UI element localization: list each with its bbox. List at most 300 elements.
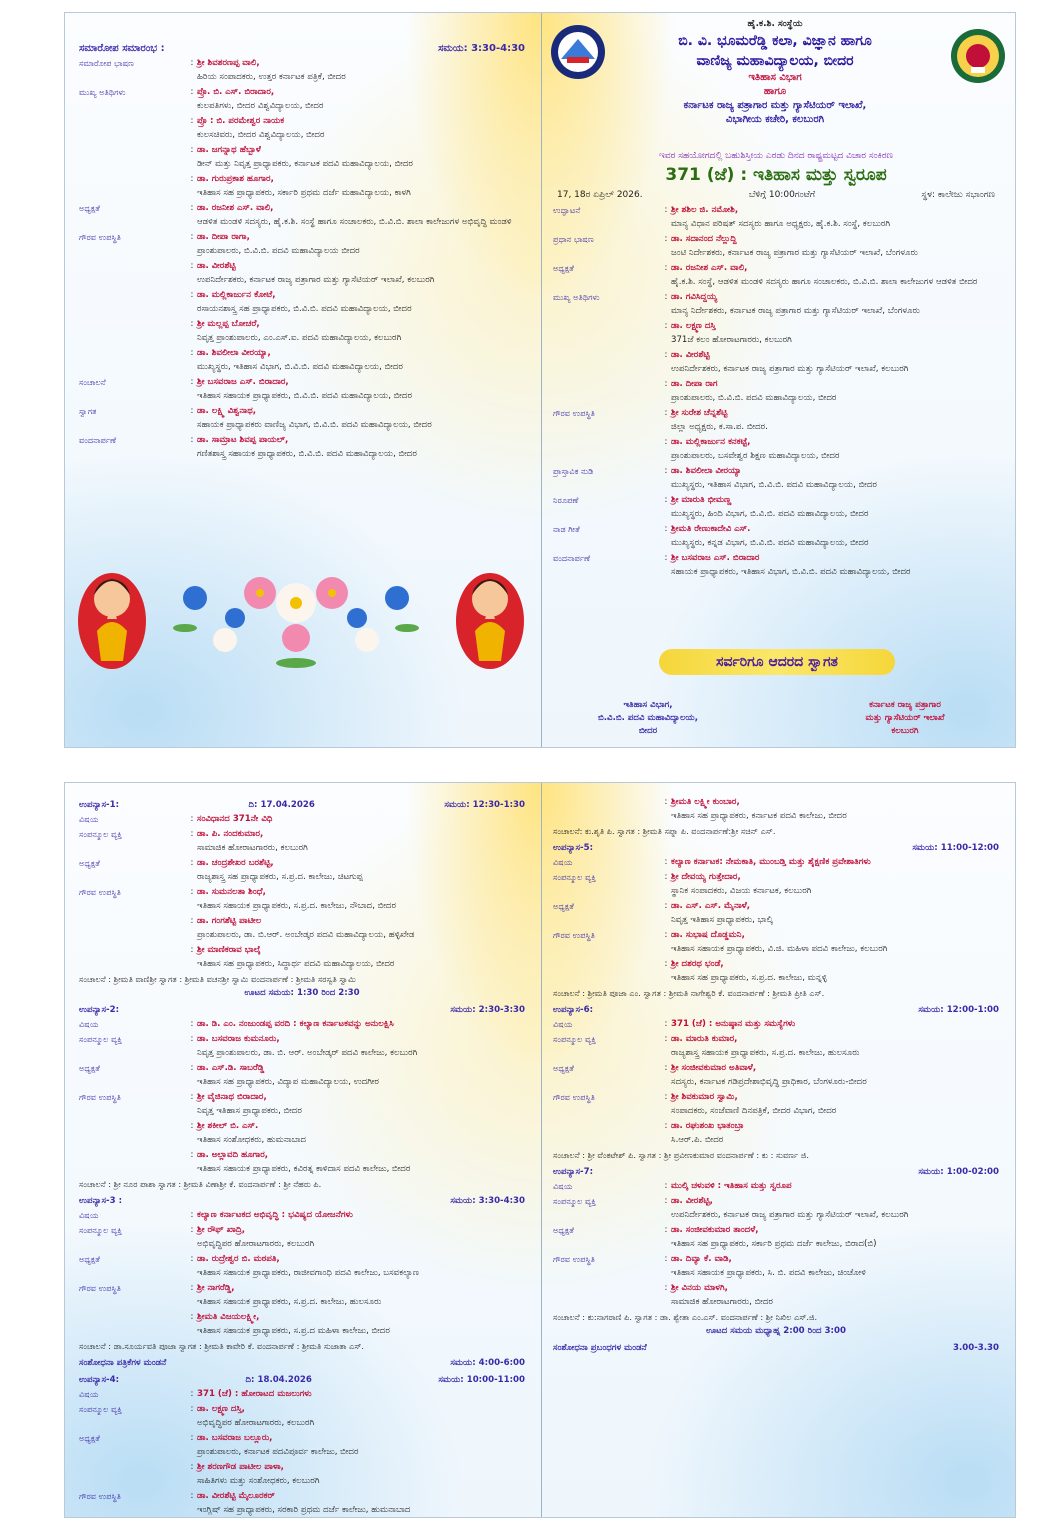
person-name: ಡಾ. ರಜನೀಶ ಎಸ್. ವಾಲಿ, (671, 263, 748, 273)
program-row (79, 1252, 525, 1280)
row-value (197, 1431, 525, 1459)
role-label: ಅಧ್ಯಕ್ಷತೆ (79, 203, 100, 213)
row-value (197, 856, 525, 884)
row-value (671, 928, 999, 956)
colon: : (664, 1034, 668, 1044)
row-value (671, 377, 999, 405)
role-label (79, 172, 187, 200)
row-value (671, 522, 999, 550)
person-designation: ಮುಖ್ಯಸ್ಥರು, ಹಿಂದಿ ವಿಭಾಗ, ಬಿ.ವಿ.ಬಿ. ಪದವಿ ಮಹಾವಿದ್ಯಾಲಯ, ಬೀದರ (671, 509, 869, 519)
person-designation: ಪ್ರಾಂಶುಪಾಲರು, ಬಿ.ವಿ.ಬಿ. ಪದವಿ ಮಹಾವಿದ್ಯಾಲಯ, ಬೀದರ (671, 393, 837, 403)
session-footer (553, 1148, 999, 1162)
person-designation: ಸಿ.ಆರ್.ಪಿ. ಬೀದರ (671, 1135, 724, 1145)
person-name: ಶ್ರೀಮತಿ ರೇಣುಕಾದೇವಿ ಎಸ್. (671, 524, 751, 534)
colon: : (190, 1210, 194, 1220)
session-footer (553, 986, 999, 1000)
department-name: ಇತಿಹಾಸ ವಿಭಾಗ (748, 72, 802, 83)
person-name: ಡಾ. ಸಾಮ್ರಾಟ ಶಿವಪ್ಪ ಪಾಯಲ್, (197, 435, 289, 445)
row-value (197, 1310, 525, 1338)
college-name-line1: ಬಿ. ವಿ. ಭೂಮರೆಡ್ಡಿ ಕಲಾ, ವಿಜ್ಞಾನ ಹಾಗೂ (678, 33, 872, 49)
namaste-girl-right-icon (455, 561, 525, 671)
role-label: ಗೌರವ ಉಪಸ್ಥಿತಿ (553, 1254, 596, 1264)
program-row (79, 856, 525, 884)
colon: : (664, 1019, 668, 1029)
person-designation: ಸಂಪಾದಕರು, ಸಂಜೆವಾಣಿ ದಿನಪತ್ರಿಕೆ, ಬೀದರ ವಿಭಾಗ, ಬೀದರ (671, 1106, 837, 1116)
row-value (197, 1387, 525, 1401)
fold-line (541, 783, 542, 1517)
row-value (671, 1179, 999, 1193)
colon: : (664, 553, 668, 563)
session-heading (553, 1003, 999, 1017)
conjunction: ಹಾಗೂ (763, 86, 787, 97)
row-value (671, 957, 999, 985)
person-name: ಡಾ. ಗಂಗಶೆಟ್ಟಿ ಪಾಟೀಲ (197, 916, 262, 926)
person-designation: ಇತಿಹಾಸ ಸಹಾಯಕ ಪ್ರಾಧ್ಯಾಪಕರು, ಕವಿರತ್ನ ಕಾಳಿದಾಸ ಪದವಿ ಕಾಲೇಜು, ಬೀದರ (197, 1164, 411, 1174)
person-designation: ರಾಜ್ಯಶಾಸ್ತ್ರ ಸಹಾಯಕ ಪ್ರಾಧ್ಯಾಪಕರು, ಸ.ಪ್ರ.ದ. ಕಾಲೇಜು, ಹುಲಸೂರು (671, 1048, 860, 1058)
program-row (79, 1090, 525, 1118)
row-value (197, 827, 525, 855)
program-row (553, 1194, 999, 1222)
person-name: ಸಂವಿಧಾನದ 371ನೇ ವಿಧಿ (197, 814, 273, 824)
role-label: ಪ್ರಾಸ್ತಾವಿಕ ನುಡಿ (553, 466, 594, 476)
person-designation: ಪ್ರಾಂಶುಪಾಲರು, ಡಾ. ಬಿ.ಆರ್. ಅಂಬೇಡ್ಕರ ಪದವಿ ಮಹಾವಿದ್ಯಾಲಯ, ಹಳ್ಳಿಖೇಡ (197, 930, 415, 940)
role-label: ನಿರೂಪಣೆ (553, 495, 579, 505)
row-value (197, 433, 525, 461)
row-value (671, 1032, 999, 1060)
program-row (79, 56, 525, 84)
program-row (553, 1090, 999, 1118)
person-name: ಡಾ. ಶಿವಲೀಲಾ ವೀರಯ್ಯಾ, (197, 348, 271, 358)
program-row (79, 812, 525, 826)
program-row (553, 203, 999, 231)
colon: : (664, 437, 668, 447)
role-label: ಗೌರವ ಉಪಸ್ಥಿತಿ (553, 930, 596, 940)
program-row (553, 899, 999, 927)
role-label (79, 346, 187, 374)
colon: : (190, 1312, 194, 1322)
role-label: ಅಧ್ಯಕ್ಷತೆ (79, 1254, 100, 1264)
program-row (553, 1119, 999, 1147)
role-label: ಅಧ್ಯಕ್ಷತೆ (79, 858, 100, 868)
society-name: ಹೈ.ಕ.ಶಿ. ಸಂಸ್ಥೆಯ (747, 19, 803, 29)
person-designation: ಸಾಹಿತಿಗಳು ಮತ್ತು ಸಂಶೋಧಕರು, ಕಲಬುರಗಿ (197, 1476, 320, 1486)
row-value (671, 406, 999, 434)
program-row (79, 1402, 525, 1430)
person-name: ಡಾ. ವೀರಶೆಟ್ಟಿ, (671, 1196, 713, 1206)
program-row (79, 1387, 525, 1401)
row-value (197, 1032, 525, 1060)
session-number: ಉಪನ್ಯಾಸ-7: (553, 1167, 594, 1177)
session-footer-text: ಸಂಚಾಲನೆ : ಕು:ನಾಗರಾಣಿ ಪಿ. ಸ್ವಾಗತ : ಡಾ. ಶ್ವೇತಾ ಎಂ.ಎಸ್. ವಂದನಾರ್ಪಣೆ : ಶ್ರೀ ನಿಖಿಲ ಎಸ್.ಜಿ. (553, 1312, 818, 1322)
person-designation: ಸಾಮಾಜಿಕ ಹೋರಾಟಗಾರರು, ಕಲಬುರಗಿ (197, 843, 308, 853)
session-heading (79, 1373, 525, 1387)
person-designation: ನಿವೃತ್ತ ಪ್ರಾಂಶುಪಾಲರು, ಡಾ. ಬಿ. ಆರ್. ಅಂಬೇಡ್ಕರ್ ಪದವಿ ಕಾಲೇಜು, ಕಲಬುರಗಿ (197, 1048, 418, 1058)
row-value (197, 201, 525, 229)
program-row (553, 855, 999, 869)
person-designation: ಇತಿಹಾಸ ಸಹಾಯಕ ಪ್ರಾಧ್ಯಾಪಕರು, ಸ.ಪ್ರ.ದ ಮಹಿಳಾ ಕಾಲೇಜು, ಬೀದರ (197, 1326, 390, 1336)
row-value (671, 232, 999, 260)
invitation-header (605, 17, 945, 127)
program-row (79, 230, 525, 258)
person-name: ಶ್ರೀ ಶಿವಶರಣಪ್ಪ ವಾಲಿ, (197, 58, 260, 68)
role-label: ಅಧ್ಯಕ್ಷತೆ (553, 1063, 574, 1073)
lunch-break: ಊಟದ ಸಮಯ ಮಧ್ಯಾಹ್ನ 2:00 ರಿಂದ 3:00 (706, 1326, 846, 1336)
row-value (197, 85, 525, 113)
session-time: ಸಮಯ: 3:30-4:30 (450, 1196, 525, 1206)
program-row (553, 261, 999, 289)
role-label (553, 1281, 661, 1309)
row-value (671, 1119, 999, 1147)
colon: : (190, 319, 194, 329)
colon: : (190, 858, 194, 868)
session-number: ಉಪನ್ಯಾಸ-4: (79, 1375, 120, 1385)
program-row (553, 957, 999, 985)
role-label: ವಿಷಯ (79, 1019, 99, 1029)
role-label: ಗೌರವ ಉಪಸ್ಥಿತಿ (553, 408, 596, 418)
program-row (553, 1032, 999, 1060)
person-designation: ಜಿಲ್ಲಾ ಅಧ್ಯಕ್ಷರು, ಕ.ಸಾ.ಪ. ಬೀದರ. (671, 422, 768, 432)
footer-right (815, 699, 995, 738)
sessions-left-column (79, 795, 525, 1518)
person-name: ಡಾ. ಚಂದ್ರಶೇಖರ ಬರಶೆಟ್ಟಿ, (197, 858, 274, 868)
person-name: ಶ್ರೀ ಶಕೀಲ್ ಬಿ. ಎಸ್. (197, 1121, 259, 1131)
colon: : (190, 1404, 194, 1414)
role-label (553, 348, 661, 376)
role-label: ಮುಖ್ಯ ಅತಿಥಿಗಳು (79, 87, 126, 97)
fold-line (541, 13, 542, 747)
seminar-date: 17, 18ರ ಏಪ್ರಿಲ್ 2026. (557, 190, 643, 200)
seminar-subtitle: ಇವರ ಸಹಯೋಗದಲ್ಲಿ ಬಹುಶಿಸ್ತೀಯ ಎರಡು ದಿನದ ರಾಷ್ಟ್ರಮಟ್ಟದ ವಿಚಾರ ಸಂಕಿರಣ (658, 151, 894, 161)
person-name: ಡಾ. ಎಸ್. ಎಸ್. ಮೈನಾಳೆ, (671, 901, 751, 911)
session-heading (553, 841, 999, 855)
colon: : (190, 1433, 194, 1443)
program-row (79, 375, 525, 403)
colon: : (664, 1254, 668, 1264)
person-name: ಶ್ರೀ ಶಶಿಲ ಜಿ. ನಮೋಶಿ, (671, 205, 739, 215)
person-designation: ಸಾಮಾಜಿಕ ಹೋರಾಟಗಾರರು, ಬೀದರ (671, 1297, 773, 1307)
role-label (79, 317, 187, 345)
person-name: ಶ್ರೀ ಮಾರುತಿ ಭೀಮಣ್ಣ (671, 495, 732, 505)
person-name: ಪ್ರೊ : ಬಿ. ಪರಮೇಶ್ವರ ನಾಯಕ (197, 116, 285, 126)
person-name: ಶ್ರೀ ಸಂಜೀವಕುಮಾರ ಅತಿವಾಳೆ, (671, 1063, 757, 1073)
person-designation: ಹಿರಿಯ ಸಂಪಾದಕರು, ಉತ್ತರ ಕರ್ನಾಟಕ ಪತ್ರಿಕೆ, ಬೀದರ (197, 72, 346, 82)
colon: : (190, 232, 194, 242)
person-designation: ಇತಿಹಾಸ ಸಹ ಪ್ರಾಧ್ಯಾಪಕರು, ಕರ್ನಾಟಕ ಪದವಿ ಕಾಲೇಜು, ಬೀದರ (671, 811, 847, 821)
person-designation: ಪ್ರಾಂಶುಪಾಲರು, ಬಿ.ವಿ.ಬಿ. ಪದವಿ ಮಹಾವಿದ್ಯಾಲಯ ಬೀದರ (197, 246, 360, 256)
role-label: ಗೌರವ ಉಪಸ್ಥಿತಿ (553, 1092, 596, 1102)
row-value (671, 870, 999, 898)
row-value (671, 1017, 999, 1031)
role-label: ಸಮಾರೋಪ ಭಾಷಣ (79, 58, 134, 68)
valedictory-section (79, 39, 525, 462)
program-row (553, 464, 999, 492)
row-value (197, 1148, 525, 1176)
row-value (671, 435, 999, 463)
session-footer-text: ಸಂಚಾಲನೆ : ಶ್ರೀಮತಿ ವಾಣಿಶ್ರೀ ಸ್ವಾಗತ : ಶ್ರೀಮತಿ ವಚನಶ್ರೀ ಸ್ವಾಮಿ ವಂದನಾರ್ಪಣೆ : ಶ್ರೀಮತಿ ಸರಸ್ವತಿ ಸ್ವಾಮಿ (79, 974, 356, 984)
session-footer (79, 1177, 525, 1191)
session-footer-text: ಸಂಚಾಲನೆ: ಕು.ಶೃತಿ ಪಿ. ಸ್ವಾಗತ : ಶ್ರೀಮತಿ ಸಪ್ನಾ ಪಿ. ವಂದನಾರ್ಪಣೆ:ಶ್ರೀ ಸಚಿನ್ ಎಸ್. (553, 826, 776, 836)
person-name: 371 (ಜೆ) : ಹೋರಾಟದ ಮಜಲುಗಳು (197, 1389, 312, 1399)
person-designation: ಮುಖ್ಯಸ್ಥರು, ಇತಿಹಾಸ ವಿಭಾಗ, ಬಿ.ವಿ.ಬಿ. ಪದವಿ ಮಹಾವಿದ್ಯಾಲಯ, ಬೀದರ (197, 362, 403, 372)
person-name: ಡಾ. ದಿವ್ಯಾ ಕೆ. ವಾಡಿ, (671, 1254, 732, 1264)
row-value (671, 203, 999, 231)
person-designation: ಕುಲಸಚಿವರು, ಬೀದರ ವಿಶ್ವವಿದ್ಯಾಲಯ, ಬೀದರ (197, 130, 325, 140)
footer-right-line: ಕರ್ನಾಟಕ ರಾಜ್ಯ ಪತ್ರಾಗಾರ (869, 700, 941, 710)
row-value (197, 1223, 525, 1251)
program-row (553, 406, 999, 434)
colon: : (664, 524, 668, 534)
role-label: ಮುಖ್ಯ ಅತಿಥಿಗಳು (553, 292, 600, 302)
person-name: ಡಾ. ಗವಿಸಿದ್ದಯ್ಯ (671, 292, 718, 302)
person-name: ಶ್ರೀ ಬಸವರಾಜ ಎಸ್. ಬಿರಾದಾರ, (197, 377, 289, 387)
person-designation: ಗಣಿತಶಾಸ್ತ್ರ ಸಹಾಯಕ ಪ್ರಾಧ್ಯಾಪಕರು, ಬಿ.ವಿ.ಬಿ. ಪದವಿ ಮಹಾವಿದ್ಯಾಲಯ, ಬೀದರ (197, 449, 417, 459)
role-label: ವಿಷಯ (79, 1210, 99, 1220)
program-row (553, 1017, 999, 1031)
paper-presentation-time: ಸಮಯ: 4:00-6:00 (450, 1358, 525, 1368)
colon: : (190, 1150, 194, 1160)
namaste-girl-left-icon (77, 561, 147, 671)
row-value (197, 259, 525, 287)
person-designation: ನಿವೃತ್ತ ಇತಿಹಾಸ ಪ್ರಾಧ್ಯಾಪಕರು, ಬೀದರ (197, 1106, 302, 1116)
role-label (79, 259, 187, 287)
colon: : (190, 145, 194, 155)
person-name: ಶ್ರೀ ಮಾಣಿಕರಾವ ಭಾಲ್ಕೆ (197, 945, 261, 955)
colon: : (190, 1254, 194, 1264)
person-designation: ಇತಿಹಾಸ ಸಹ ಪ್ರಾಧ್ಯಾಪಕರು, ಸರ್ಕಾರಿ ಪ್ರಥಮ ದರ್ಜೆ ಮಹಾವಿದ್ಯಾಲಯ, ಕಾಳಗಿ (197, 188, 411, 198)
paper-presentation-time: 3.00-3.30 (953, 1343, 999, 1353)
session-number: ಉಪನ್ಯಾಸ-5: (553, 843, 594, 853)
person-name: ಪ್ರೊ. ಬಿ. ಎಸ್. ಬಿರಾದಾರ, (197, 87, 275, 97)
role-label: ವಿಷಯ (79, 1389, 99, 1399)
colon: : (664, 321, 668, 331)
program-row (79, 346, 525, 374)
role-label: ಪ್ರಧಾನ ಭಾಷಣ (553, 234, 594, 244)
person-name: ಶ್ರೀ ಶಿವಕುಮಾರ ಸ್ವಾಮಿ, (671, 1092, 738, 1102)
person-name: ಡಾ. ಗುರುಪ್ರಕಾಶ ಹೂಗಾರ, (197, 174, 274, 184)
colon: : (664, 408, 668, 418)
person-designation: ಸಹಾಯಕ ಪ್ರಾಧ್ಯಾಪಕರು, ಇತಿಹಾಸ ವಿಭಾಗ, ಬಿ.ವಿ.ಬಿ. ಪದವಿ ಮಹಾವಿದ್ಯಾಲಯ, ಬೀದರ (671, 567, 911, 577)
person-designation: ಇತಿಹಾಸ ಸಹಾಯಕ ಪ್ರಾಧ್ಯಾಪಕರು, ವಿ.ಜಿ. ಮಹಿಳಾ ಪದವಿ ಕಾಲೇಜು, ಕಲಬುರಗಿ (671, 944, 888, 954)
role-label: ಗೌರವ ಉಪಸ್ಥಿತಿ (79, 1092, 122, 1102)
colon: : (190, 174, 194, 184)
program-row (79, 914, 525, 942)
colon: : (190, 916, 194, 926)
person-name: ಶ್ರೀ ದಶರಥ ಭಂಡೆ, (671, 959, 724, 969)
person-designation: ಮುಖ್ಯಸ್ಥರು, ಕನ್ನಡ ವಿಭಾಗ, ಬಿ.ವಿ.ಬಿ. ಪದವಿ ಮಹಾವಿದ್ಯಾಲಯ, ಬೀದರ (671, 538, 869, 548)
program-row (553, 522, 999, 550)
person-name: ಡಾ. ಶಿವಲೀಲಾ ವೀರಯ್ಯಾ (671, 466, 742, 476)
person-name: ಡಾ. ಮಲ್ಲಿಕಾರ್ಜುನ ಕನಕಟ್ಟೆ, (671, 437, 751, 447)
valedictory-rows (79, 56, 525, 461)
row-value (671, 1194, 999, 1222)
person-designation: ಸಹಾಯಕ ಪ್ರಾಧ್ಯಾಪಕರು ವಾಣಿಜ್ಯ ವಿಭಾಗ, ಬಿ.ವಿ.ಬಿ. ಪದವಿ ಮಹಾವಿದ್ಯಾಲಯ, ಬೀದರ (197, 420, 432, 430)
session-time: ಸಮಯ: 1:00-02:00 (918, 1167, 999, 1177)
person-name: ಡಾ. ಡಿ. ಎಂ. ನಂಜುಂಡಪ್ಪ ವರದಿ : ಕಲ್ಯಾಣ ಕರ್ನಾಟಕವನ್ನು ಅನುಲಕ್ಷಿಸಿ (197, 1019, 394, 1029)
row-value (197, 172, 525, 200)
role-label (553, 957, 661, 985)
row-value (197, 404, 525, 432)
session-footer-text: ಸಂಚಾಲನೆ : ಶ್ರೀ ನೂರ ಪಾಶಾ ಸ್ವಾಗತ : ಶ್ರೀಮತಿ ವಿಣಾಶ್ರೀ ಕೆ. ವಂದನಾರ್ಪಣೆ : ಶ್ರೀ ನೆಹರು ಪಿ. (79, 1179, 322, 1189)
program-row (553, 348, 999, 376)
college-name-line2: ವಾಣಿಜ್ಯ ಮಹಾವಿದ್ಯಾಲಯ, ಬೀದರ (696, 53, 854, 69)
person-designation: ಇಂಗ್ಲಿಷ್ ಸಹ ಪ್ರಾಧ್ಯಾಪಕರು, ಸರಕಾರಿ ಪ್ರಥಮ ದರ್ಜೆ ಕಾಲೇಜು, ಹುಮನಾಬಾದ (197, 1505, 411, 1515)
program-row (79, 1223, 525, 1251)
person-designation: ಇತಿಹಾಸ ಸಂಶೋಧಕರು, ಹುಮನಾಬಾದ (197, 1135, 307, 1145)
seminar-venue: ಸ್ಥಳ: ಕಾಲೇಜು ಸಭಾಂಗಣ (921, 190, 995, 200)
program-row (553, 1281, 999, 1309)
person-name: ಶ್ರೀ ರೌಫ್ ಖಾದ್ರಿ, (197, 1225, 246, 1235)
session-time: ಸಮಯ: 12:30-1:30 (444, 800, 525, 810)
section-heading (79, 42, 525, 56)
colon: : (190, 406, 194, 416)
colon: : (664, 1283, 668, 1293)
person-designation: ಮಾನ್ಯ ನಿರ್ದೇಶಕರು, ಕರ್ನಾಟಕ ರಾಜ್ಯ ಪತ್ರಾಗಾರ ಮತ್ತು ಗ್ಯಾಸೆಟಿಯರ್ ಇಲಾಖೆ, ಬೆಂಗಳೂರು (671, 306, 920, 316)
colon: : (190, 58, 194, 68)
person-name: ಕಲ್ಯಾಣ ಕರ್ನಾಟಕದ ಅಭಿವೃದ್ಧಿ : ಭವಿಷ್ಯದ ಯೋಜನೆಗಳು (197, 1210, 353, 1220)
session-footer (79, 972, 525, 986)
person-name: ಶ್ರೀ ವಿನಯ ಮಾಳಗಿ, (671, 1283, 728, 1293)
role-label: ಸಂಪನ್ಮೂಲ ವ್ಯಕ್ತಿ (79, 1034, 122, 1044)
program-row (79, 827, 525, 855)
row-value (671, 1281, 999, 1309)
colon: : (190, 1063, 194, 1073)
person-name: ಶ್ರೀ ದೇವಯ್ಯ ಗುತ್ತೇದಾರ, (671, 872, 741, 882)
colon: : (664, 234, 668, 244)
row-value (197, 812, 525, 826)
session-footer (553, 1310, 999, 1324)
colon: : (190, 814, 194, 824)
row-value (671, 1223, 999, 1251)
colon: : (664, 872, 668, 882)
colon: : (664, 1092, 668, 1102)
program-row (79, 201, 525, 229)
person-name: ಶ್ರೀ ವೈಜಿನಾಥ ಬಿರಾದಾರ, (197, 1092, 267, 1102)
role-label: ಅಧ್ಯಕ್ಷತೆ (553, 901, 574, 911)
colon: : (190, 1283, 194, 1293)
colon: : (190, 1462, 194, 1472)
session-number: ಉಪನ್ಯಾಸ-6: (553, 1005, 594, 1015)
role-label: ವಿಷಯ (79, 814, 99, 824)
footer-right-line: ಕಲಬುರಗಿ (891, 726, 919, 736)
row-value (197, 56, 525, 84)
program-row (553, 1252, 999, 1280)
row-value (671, 795, 999, 823)
paper-presentation-label: ಸಂಶೋಧನಾ ಪ್ರಬಂಧಗಳ ಮಂಡನೆ (553, 1343, 647, 1353)
colon: : (190, 945, 194, 955)
session-date: ದಿ: 18.04.2026 (245, 1375, 312, 1385)
role-label (553, 1119, 661, 1147)
person-name: ಡಾ. ರಘುಶಂಖ ಭಾತಂಬ್ರಾ (671, 1121, 744, 1131)
role-label: ಅಧ್ಯಕ್ಷತೆ (79, 1063, 100, 1073)
program-row (553, 493, 999, 521)
role-label (79, 943, 187, 971)
program-row (79, 1148, 525, 1176)
colon: : (190, 1034, 194, 1044)
program-row (79, 1061, 525, 1089)
colon: : (190, 261, 194, 271)
person-name: ಡಾ. ವೀರಶೆಟ್ಟಿ (197, 261, 236, 271)
person-designation: ಸ್ಥಾನಿಕ ಸಂಪಾದಕರು, ವಿಜಯ ಕರ್ನಾಟಕ, ಕಲಬುರಗಿ (671, 886, 812, 896)
role-label: ಸಂಪನ್ಮೂಲ ವ್ಯಕ್ತಿ (553, 872, 596, 882)
program-row (553, 232, 999, 260)
person-designation: ರಸಾಯನಶಾಸ್ತ್ರ ಸಹ ಪ್ರಾಧ್ಯಾಪಕರು, ಬಿ.ವಿ.ಬಿ. ಪದವಿ ಮಹಾವಿದ್ಯಾಲಯ, ಬೀದರ (197, 304, 412, 314)
colon: : (664, 1225, 668, 1235)
colon: : (664, 205, 668, 215)
colon: : (664, 857, 668, 867)
colon: : (664, 263, 668, 273)
colon: : (190, 1019, 194, 1029)
program-row (553, 1061, 999, 1089)
role-label: ಸಂಪನ್ಮೂಲ ವ್ಯಕ್ತಿ (79, 1225, 122, 1235)
row-value (671, 319, 999, 347)
paper-presentation-label: ಸಂಶೋಧನಾ ಪತ್ರಿಕೆಗಳ ಮಂಡನೆ (79, 1358, 167, 1368)
person-name: ಶ್ರೀ ನಾಗರೆಡ್ಡಿ, (197, 1283, 235, 1293)
colon: : (664, 797, 668, 807)
person-name: ಮುಲ್ಕಿ ಚಳುವಳಿ : ಇತಿಹಾಸ ಮತ್ತು ಸ್ವರೂಪ (671, 1181, 792, 1191)
program-row (79, 1032, 525, 1060)
partner-department-line2: ವಿಭಾಗೀಯ ಕಚೇರಿ, ಕಲಬುರಗಿ (725, 114, 825, 125)
person-designation: ಪ್ರಾಂಶುಪಾಲರು, ಬಸವೇಶ್ವರ ಶಿಕ್ಷಣ ಮಹಾವಿದ್ಯಾಲಯ, ಬೀದರ (671, 451, 840, 461)
program-row (553, 435, 999, 463)
person-name: ಕಲ್ಯಾಣ ಕರ್ನಾಟಕ: ನೇಮಕಾತಿ, ಮುಂಬಡ್ತಿ ಮತ್ತು ಶೈಕ್ಷಣಿಕ ಪ್ರವೇಶಾತಿಗಳು (671, 857, 871, 867)
program-row (553, 319, 999, 347)
colon: : (190, 1225, 194, 1235)
session-number: ಉಪನ್ಯಾಸ-3 : (79, 1196, 123, 1206)
person-name: ಶ್ರೀಮತಿ ಲಕ್ಷ್ಮೀ ಕುಂಬಾರ, (671, 797, 740, 807)
program-row (79, 1489, 525, 1517)
row-value (197, 1489, 525, 1517)
colon: : (664, 901, 668, 911)
program-row (79, 317, 525, 345)
program-row (553, 928, 999, 956)
session-number: ಉಪನ್ಯಾಸ-2: (79, 1005, 120, 1015)
person-designation: ಪ್ರಾಂಶುಪಾಲರು, ಕರ್ನಾಟಕ ಪದವಿಪೂರ್ವ ಕಾಲೇಜು, ಬೀದರ (197, 1447, 359, 1457)
person-name: ಶ್ರೀಮತಿ ವಿಜಯಲಕ್ಷ್ಮೀ, (197, 1312, 260, 1322)
row-value (671, 1090, 999, 1118)
session-heading (79, 1194, 525, 1208)
program-row (79, 404, 525, 432)
department-seal-logo-icon (949, 27, 1007, 85)
footer-left-line: ಬಿ.ವಿ.ಬಿ. ಪದವಿ ಮಹಾವಿದ್ಯಾಲಯ, (598, 713, 698, 723)
role-label: ಅಧ್ಯಕ್ಷತೆ (553, 1225, 574, 1235)
program-row (79, 288, 525, 316)
program-row (79, 172, 525, 200)
session-footer (79, 1339, 525, 1353)
program-row (553, 1223, 999, 1251)
person-name: ಡಾ. ಸುಮನಲತಾ ಶಿಂಧೆ, (197, 887, 266, 897)
person-designation: ಇತಿಹಾಸ ಸಹ ಪ್ರಾಧ್ಯಾಪಕರು, ಸ.ಪ್ರ.ದ. ಕಾಲೇಜು, ಮನ್ನಳ್ಳಿ (671, 973, 828, 983)
person-name: ಶ್ರೀ ಶರಣಗೌಡ ಪಾಟೀಲ ಪಾಳಾ, (197, 1462, 284, 1472)
person-name: ಡಾ. ಸುಭಾಷ ದೊಡ್ಡಮನಿ, (671, 930, 745, 940)
person-designation: ಕುಲಪತಿಗಳು, ಬೀದರ ವಿಶ್ವವಿದ್ಯಾಲಯ, ಬೀದರ (197, 101, 324, 111)
colon: : (664, 350, 668, 360)
row-value (671, 899, 999, 927)
seminar-title: 371 (ಜೆ) : ಇತಿಹಾಸ ಮತ್ತು ಸ್ವರೂಪ (665, 165, 887, 185)
flower-bouquet-icon (165, 558, 427, 678)
valedictory-heading: ಸಮಾರೋಪ ಸಮಾರಂಭ : (79, 43, 165, 54)
row-value (197, 1119, 525, 1147)
colon: : (190, 290, 194, 300)
inauguration-rows (553, 203, 999, 579)
row-value (197, 288, 525, 316)
program-row (79, 143, 525, 171)
person-name: ಡಾ. ಲಕ್ಷ್ಮಿ ವಿಶ್ವನಾಥ, (197, 406, 257, 416)
person-designation: ಇತಿಹಾಸ ಸಹಾಯಕ ಪ್ರಾಧ್ಯಾಪಕರು, ಬಿ.ವಿ.ಬಿ. ಪದವಿ ಮಹಾವಿದ್ಯಾಲಯ, ಬೀದರ (197, 391, 413, 401)
seminar-info (553, 149, 999, 580)
colon: : (190, 435, 194, 445)
role-label (79, 143, 187, 171)
colon: : (664, 466, 668, 476)
